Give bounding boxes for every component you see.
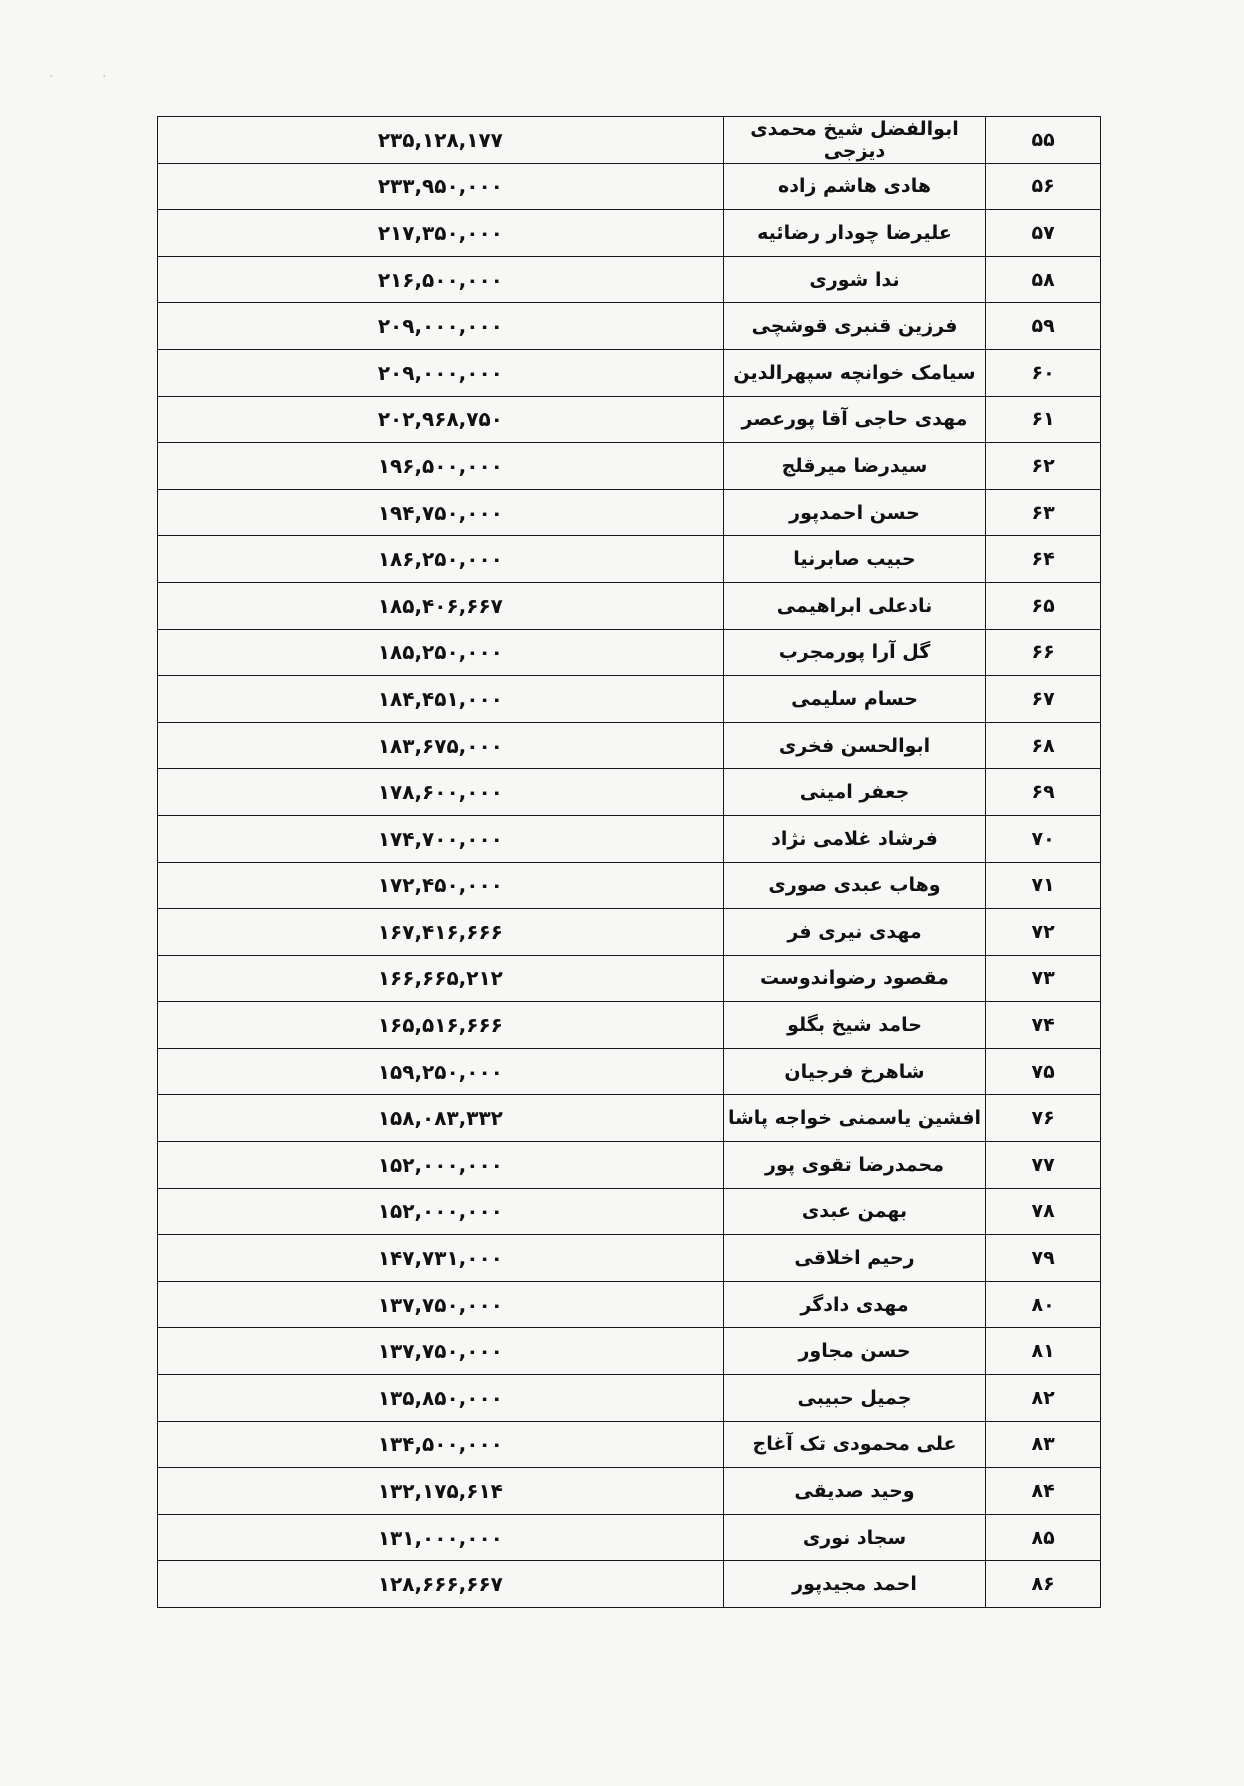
- amount-cell: [158, 722, 724, 769]
- amount-value: ۱۵۹,۲۵۰,۰۰۰: [377, 1059, 503, 1084]
- amount-cell: [158, 1561, 724, 1608]
- amount-value: ۲۳۳,۹۵۰,۰۰۰: [377, 174, 503, 199]
- amount-value: ۱۵۸,۰۸۳,۳۳۲: [377, 1106, 503, 1131]
- amount-cell: [158, 955, 724, 1002]
- amount-cell: [158, 629, 724, 676]
- table-row: [158, 862, 1101, 909]
- amount-cell: [158, 1328, 724, 1375]
- person-name: فرشاد غلامی نژاد: [723, 815, 986, 862]
- row-number: ۷۰: [986, 815, 1101, 862]
- amount-cell: [158, 1002, 724, 1049]
- row-number: ۶۷: [986, 676, 1101, 723]
- amount-value: ۱۳۵,۸۵۰,۰۰۰: [377, 1385, 503, 1410]
- person-name: محمدرضا تقوی پور: [723, 1142, 986, 1189]
- table-row: [158, 489, 1101, 536]
- row-number: ۶۲: [986, 443, 1101, 490]
- amount-cell: [158, 1235, 724, 1282]
- amount-value: ۱۳۱,۰۰۰,۰۰۰: [377, 1525, 503, 1550]
- amount-cell: [158, 163, 724, 210]
- row-number: ۵۵: [986, 117, 1101, 164]
- person-name: جعفر امینی: [723, 769, 986, 816]
- row-number: ۸۴: [986, 1468, 1101, 1515]
- amount-value: ۱۸۵,۲۵۰,۰۰۰: [377, 640, 503, 665]
- amount-value: ۲۱۷,۳۵۰,۰۰۰: [377, 220, 503, 245]
- row-number: ۸۲: [986, 1375, 1101, 1422]
- person-name: سیدرضا میرقلج: [723, 443, 986, 490]
- amount-value: ۱۴۷,۷۳۱,۰۰۰: [377, 1246, 503, 1271]
- table-row: [158, 1468, 1101, 1515]
- amount-value: ۱۳۷,۷۵۰,۰۰۰: [377, 1292, 503, 1317]
- row-number: ۶۸: [986, 722, 1101, 769]
- amount-value: ۱۳۲,۱۷۵,۶۱۴: [377, 1479, 503, 1504]
- row-number: ۶۵: [986, 582, 1101, 629]
- table-row: [158, 722, 1101, 769]
- person-name: حسام سلیمی: [723, 676, 986, 723]
- table-row: [158, 443, 1101, 490]
- row-number: ۸۵: [986, 1514, 1101, 1561]
- person-name: علی محمودی تک آغاج: [723, 1421, 986, 1468]
- table-row: [158, 1048, 1101, 1095]
- row-number: ۵۶: [986, 163, 1101, 210]
- amount-cell: [158, 815, 724, 862]
- amount-cell: [158, 349, 724, 396]
- row-number: ۶۹: [986, 769, 1101, 816]
- table-row: [158, 163, 1101, 210]
- amount-cell: [158, 1421, 724, 1468]
- person-name: مهدی نیری فر: [723, 909, 986, 956]
- amount-value: ۲۱۶,۵۰۰,۰۰۰: [377, 267, 503, 292]
- table-row: [158, 1514, 1101, 1561]
- amount-cell: [158, 256, 724, 303]
- amount-value: ۱۸۶,۲۵۰,۰۰۰: [377, 547, 503, 572]
- table-row: [158, 210, 1101, 257]
- person-name: نادعلی ابراهیمی: [723, 582, 986, 629]
- amount-value: ۱۳۷,۷۵۰,۰۰۰: [377, 1339, 503, 1364]
- amount-cell: [158, 117, 724, 164]
- table-row: [158, 1375, 1101, 1422]
- row-number: ۷۹: [986, 1235, 1101, 1282]
- table-row: [158, 769, 1101, 816]
- amount-cell: [158, 909, 724, 956]
- row-number: ۸۰: [986, 1281, 1101, 1328]
- amount-value: ۲۳۵,۱۲۸,۱۷۷: [377, 127, 503, 152]
- row-number: ۵۹: [986, 303, 1101, 350]
- row-number: ۸۳: [986, 1421, 1101, 1468]
- table-row: [158, 303, 1101, 350]
- table-body: [158, 117, 1101, 1608]
- table-row: [158, 815, 1101, 862]
- person-name: وهاب عبدی صوری: [723, 862, 986, 909]
- amount-value: ۱۷۲,۴۵۰,۰۰۰: [377, 873, 503, 898]
- person-name: مهدی حاجی آقا پورعصر: [723, 396, 986, 443]
- row-number: ۷۴: [986, 1002, 1101, 1049]
- person-name: احمد مجیدپور: [723, 1561, 986, 1608]
- table-row: [158, 1095, 1101, 1142]
- person-name: جمیل حبیبی: [723, 1375, 986, 1422]
- payments-table: [157, 116, 1101, 1608]
- person-name: حسن مجاور: [723, 1328, 986, 1375]
- amount-cell: [158, 210, 724, 257]
- table-row: [158, 1142, 1101, 1189]
- row-number: ۷۱: [986, 862, 1101, 909]
- row-number: ۵۸: [986, 256, 1101, 303]
- amount-cell: [158, 1142, 724, 1189]
- row-number: ۷۸: [986, 1188, 1101, 1235]
- table-row: [158, 1328, 1101, 1375]
- person-name: رحیم اخلاقی: [723, 1235, 986, 1282]
- amount-cell: [158, 582, 724, 629]
- table-row: [158, 1235, 1101, 1282]
- amount-cell: [158, 769, 724, 816]
- amount-value: ۲۰۹,۰۰۰,۰۰۰: [377, 360, 503, 385]
- person-name: حسن احمدپور: [723, 489, 986, 536]
- table-row: [158, 117, 1101, 164]
- row-number: ۷۷: [986, 1142, 1101, 1189]
- person-name: حامد شیخ بگلو: [723, 1002, 986, 1049]
- row-number: ۷۳: [986, 955, 1101, 1002]
- table-row: [158, 256, 1101, 303]
- amount-cell: [158, 1468, 724, 1515]
- table-row: [158, 349, 1101, 396]
- person-name: سیامک خوانچه سپهرالدین: [723, 349, 986, 396]
- scan-artifact: ': [50, 74, 53, 83]
- table-row: [158, 1421, 1101, 1468]
- person-name: ندا شوری: [723, 256, 986, 303]
- amount-value: ۱۲۸,۶۶۶,۶۶۷: [377, 1572, 503, 1597]
- row-number: ۶۱: [986, 396, 1101, 443]
- person-name: مقصود رضواندوست: [723, 955, 986, 1002]
- amount-cell: [158, 1281, 724, 1328]
- table-row: [158, 1281, 1101, 1328]
- table-row: [158, 955, 1101, 1002]
- amount-cell: [158, 1188, 724, 1235]
- row-number: ۵۷: [986, 210, 1101, 257]
- amount-value: ۲۰۹,۰۰۰,۰۰۰: [377, 314, 503, 339]
- amount-cell: [158, 676, 724, 723]
- person-name: سجاد نوری: [723, 1514, 986, 1561]
- person-name: افشین یاسمنی خواجه پاشا: [723, 1095, 986, 1142]
- amount-cell: [158, 1375, 724, 1422]
- amount-cell: [158, 1048, 724, 1095]
- amount-value: ۱۵۲,۰۰۰,۰۰۰: [377, 1199, 503, 1224]
- table-row: [158, 629, 1101, 676]
- amount-value: ۱۷۴,۷۰۰,۰۰۰: [377, 826, 503, 851]
- person-name: گل آرا پورمجرب: [723, 629, 986, 676]
- table-row: [158, 1002, 1101, 1049]
- person-name: وحید صدیقی: [723, 1468, 986, 1515]
- table-row: [158, 396, 1101, 443]
- amount-value: ۱۳۴,۵۰۰,۰۰۰: [377, 1432, 503, 1457]
- amount-value: ۱۸۴,۴۵۱,۰۰۰: [377, 686, 503, 711]
- table-row: [158, 582, 1101, 629]
- table-row: [158, 1188, 1101, 1235]
- person-name: حبیب صابرنیا: [723, 536, 986, 583]
- amount-cell: [158, 303, 724, 350]
- row-number: ۶۰: [986, 349, 1101, 396]
- amount-value: ۱۶۵,۵۱۶,۶۶۶: [377, 1013, 503, 1038]
- amount-cell: [158, 1095, 724, 1142]
- amount-value: ۱۹۴,۷۵۰,۰۰۰: [377, 500, 503, 525]
- row-number: ۸۱: [986, 1328, 1101, 1375]
- row-number: ۶۳: [986, 489, 1101, 536]
- person-name: مهدی دادگر: [723, 1281, 986, 1328]
- row-number: ۶۴: [986, 536, 1101, 583]
- table-row: [158, 909, 1101, 956]
- amount-cell: [158, 396, 724, 443]
- amount-value: ۱۸۵,۴۰۶,۶۶۷: [377, 593, 503, 618]
- amount-value: ۱۹۶,۵۰۰,۰۰۰: [377, 453, 503, 478]
- row-number: ۷۲: [986, 909, 1101, 956]
- amount-cell: [158, 443, 724, 490]
- amount-value: ۱۶۷,۴۱۶,۶۶۶: [377, 919, 503, 944]
- amount-cell: [158, 1514, 724, 1561]
- amount-value: ۱۶۶,۶۶۵,۲۱۲: [377, 966, 503, 991]
- person-name: هادی هاشم زاده: [723, 163, 986, 210]
- amount-value: ۱۸۳,۶۷۵,۰۰۰: [377, 733, 503, 758]
- amount-cell: [158, 862, 724, 909]
- person-name: ابوالفضل شیخ محمدی دیزجی: [723, 117, 986, 164]
- row-number: ۸۶: [986, 1561, 1101, 1608]
- amount-value: ۲۰۲,۹۶۸,۷۵۰: [377, 407, 503, 432]
- person-name: شاهرخ فرجیان: [723, 1048, 986, 1095]
- amount-cell: [158, 536, 724, 583]
- amount-value: ۱۷۸,۶۰۰,۰۰۰: [377, 780, 503, 805]
- scan-artifact: ': [103, 74, 106, 83]
- table-row: [158, 1561, 1101, 1608]
- person-name: بهمن عبدی: [723, 1188, 986, 1235]
- person-name: ابوالحسن فخری: [723, 722, 986, 769]
- person-name: فرزین قنبری قوشچی: [723, 303, 986, 350]
- table-row: [158, 676, 1101, 723]
- row-number: ۷۶: [986, 1095, 1101, 1142]
- table-row: [158, 536, 1101, 583]
- row-number: ۶۶: [986, 629, 1101, 676]
- amount-cell: [158, 489, 724, 536]
- amount-value: ۱۵۲,۰۰۰,۰۰۰: [377, 1152, 503, 1177]
- person-name: علیرضا چودار رضائیه: [723, 210, 986, 257]
- row-number: ۷۵: [986, 1048, 1101, 1095]
